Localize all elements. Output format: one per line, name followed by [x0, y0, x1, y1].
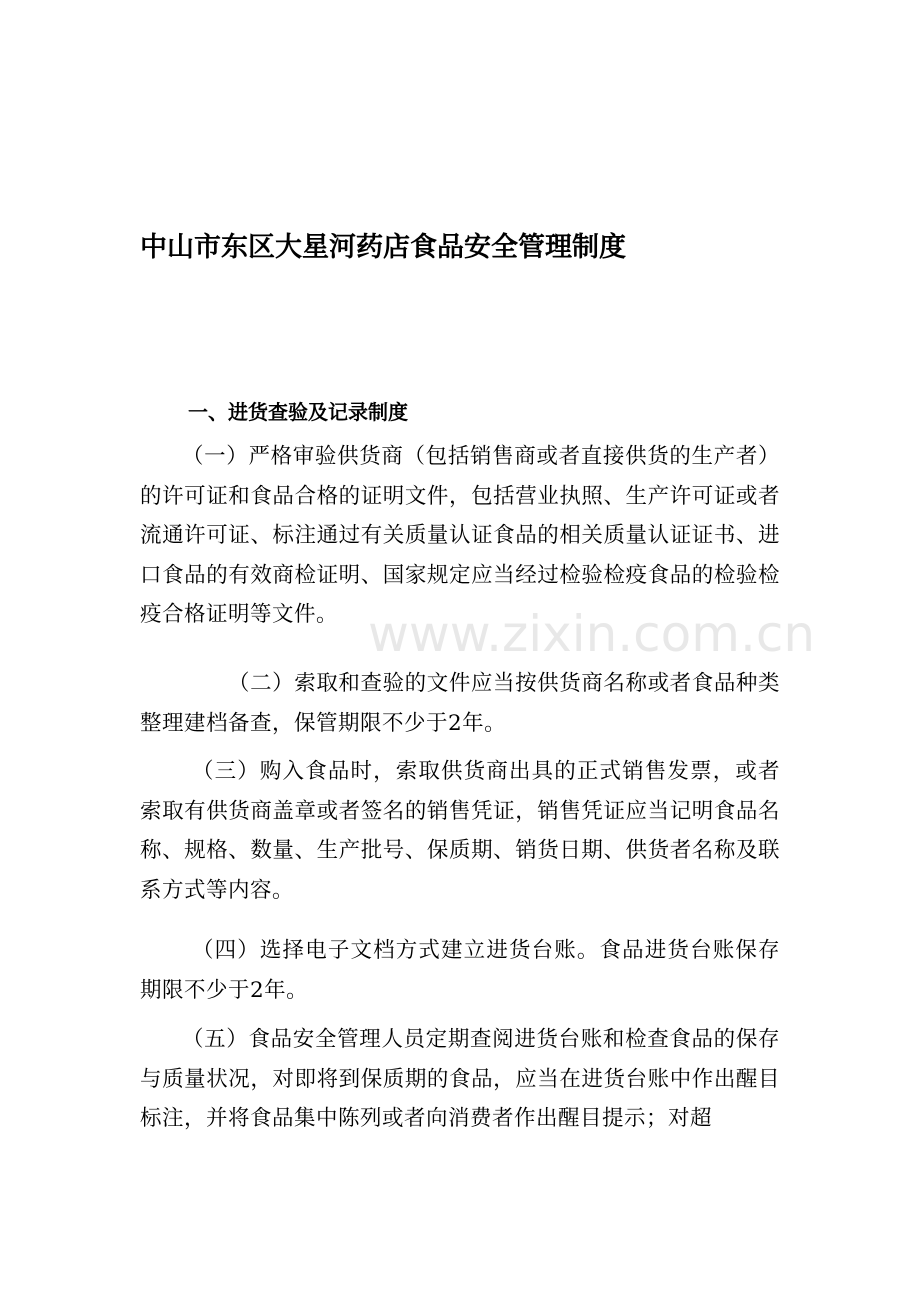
section-heading: 一、进货查验及记录制度	[188, 400, 408, 424]
watermark: www.zixin.com.cn	[368, 605, 816, 663]
paragraph-4: （四）选择电子文档方式建立进货台账。食品进货台账保存期限不少于2年。	[140, 938, 780, 1003]
paragraph-5: （五）食品安全管理人员定期查阅进货台账和检查食品的保存与质量状况，对即将到保质期的食品，应当在进货台账中作出醒目标注，并将食品集中陈列或者向消费者作出醒目提示；对超	[140, 1027, 780, 1131]
paragraph-1: （一）严格审验供货商（包括销售商或者直接供货的生产者）的许可证和食品合格的证明文件，包括营业执照、生产许可证或者流通许可证、标注通过有关质量认证食品的相关质量认证证书、进口食品的有效商检证明、国家规定应当经过检验检疫食品的检验检疫合格证明等文件。	[140, 444, 780, 627]
paragraph-3: （三）购入食品时，索取供货商出具的正式销售发票，或者索取有供货商盖章或者签名的销售凭证，销售凭证应当记明食品名称、规格、数量、生产批号、保质期、销货日期、供货者名称及联系方式等内容。	[140, 759, 780, 903]
page-title: 中山市东区大星河药店食品安全管理制度	[140, 232, 626, 263]
paragraph-2: （二）索取和查验的文件应当按供货商名称或者食品种类整理建档备查，保管期限不少于2年。	[140, 671, 780, 736]
